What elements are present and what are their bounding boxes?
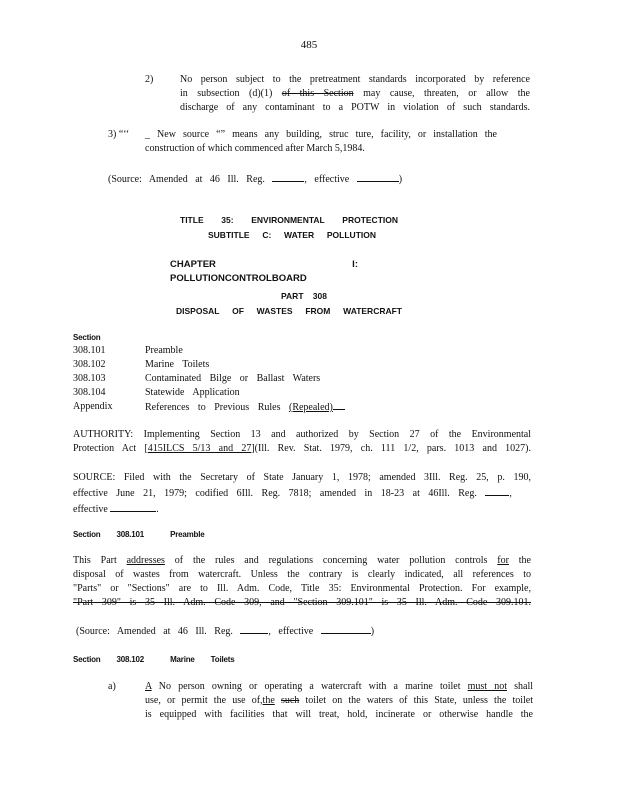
- toc-row-title: [145, 400, 345, 415]
- title-heading: [180, 213, 398, 227]
- section-102-line-2: [145, 694, 533, 708]
- part-name-heading: [176, 304, 402, 318]
- item-3-line-2: construction of which commenced after March 5,1984.: [145, 143, 365, 154]
- chapter-heading: [170, 258, 358, 286]
- section-102-line-1-post: shall: [507, 681, 534, 692]
- source-line-2-text: effective June 21, 1979; codified 6Ill. Reg. 7818; amended in 18-23 at 46Ill. Reg.: [73, 488, 477, 499]
- item-2-line-2-post: may cause, threaten, or allow the: [353, 88, 530, 99]
- blank-line: [272, 171, 304, 182]
- section-101-line-1-post: the: [508, 555, 531, 566]
- source-line-1: SOURCE: Filed with the Secretary of State January 1, 1978; amended 3Ill. Reg. 25, p. 190,: [73, 472, 531, 483]
- title-line: TITLE 35: ENVIRONMENTAL PROTECTION: [180, 215, 398, 225]
- underlined-text: for: [497, 555, 509, 566]
- toc-row-title: Statewide Application: [145, 387, 240, 398]
- source-note-text: (Source: Amended at 46 Ill. Reg.: [76, 626, 233, 637]
- blank-line: [321, 623, 371, 634]
- toc-row: [73, 358, 373, 372]
- item-3-label: 3) “‘‘: [108, 129, 130, 140]
- toc-heading: Section: [73, 333, 101, 342]
- source-line-3-text: effective: [73, 504, 108, 515]
- underlined-text: addresses: [126, 555, 165, 566]
- item-2-line-2-pre: in subsection (d)(1): [180, 88, 282, 99]
- source-effective-label: , effective: [268, 626, 314, 637]
- item-2-line-3: discharge of any contaminant to a POTW in violation of such standards.: [180, 102, 530, 113]
- toc-row-number: 308.103: [73, 373, 106, 384]
- subtitle-line: SUBTITLE C: WATER POLLUTION: [208, 230, 376, 240]
- section-101-line-2: disposal of wastes from watercraft. Unless the contrary is clearly indicated, all references to: [73, 569, 531, 580]
- struck-text: of this Section: [281, 88, 354, 99]
- item-2-label: 2): [145, 74, 154, 85]
- section-number: Section 308.101: [73, 530, 145, 539]
- section-102-line-1: [145, 680, 533, 694]
- toc-row-title: Preamble: [145, 345, 183, 356]
- authority-line-2: [73, 442, 531, 456]
- underlined-text: A: [145, 681, 152, 692]
- source-line-2: [73, 485, 531, 501]
- source-line-3-end: .: [156, 504, 159, 515]
- section-102-line-2-pre: use, or permit the use of,: [145, 695, 263, 706]
- authority-line-2-post: ](Ill. Rev. Stat. 1979, ch. 111 1/2, pars. 1013 and 1027).: [251, 443, 532, 454]
- source-close: ): [398, 174, 403, 185]
- source-paragraph: [73, 471, 531, 517]
- section-101-line-3: "Parts" or "Sections" are to Ill. Adm. Code, Title 35: Environmental Protection. For example,: [73, 583, 531, 594]
- section-102-body: [145, 680, 533, 722]
- subtitle-heading: [208, 228, 376, 242]
- section-101-heading: [73, 528, 205, 542]
- blank-line: [485, 485, 509, 496]
- toc-row: [73, 344, 373, 358]
- toc-row: [73, 372, 373, 386]
- toc-row-title-text: References to Previous Rules: [145, 402, 281, 413]
- toc-row-suffix: (Repealed): [288, 402, 333, 413]
- source-note-text: (Source: Amended at 46 Ill. Reg.: [108, 174, 265, 185]
- source-close: ): [370, 626, 375, 637]
- section-101-line-1: [73, 554, 531, 568]
- underlined-citation: 415ILCS 5/13 and 27: [147, 443, 252, 454]
- item-2-line-1: No person subject to the pretreatment standards incorporated by reference: [180, 74, 530, 85]
- toc-row: [73, 400, 373, 414]
- blank-line: [333, 400, 345, 410]
- item-2-line-2: [180, 87, 530, 101]
- toc-row-title: Contaminated Bilge or Ballast Waters: [145, 373, 321, 384]
- source-note-2: [76, 623, 374, 639]
- underlined-text: the: [262, 695, 275, 706]
- section-102-heading: [73, 653, 234, 667]
- chapter-line: CHAPTER I: POLLUTIONCONTROLBOARD: [170, 259, 358, 284]
- part-line: PART 308: [281, 291, 327, 301]
- toc-row-number: 308.101: [73, 345, 106, 356]
- section-title: Marine Toilets: [170, 655, 235, 664]
- page-number: 485: [300, 39, 318, 51]
- struck-text: such: [280, 695, 300, 706]
- toc-row-number: 308.102: [73, 359, 106, 370]
- item-2-text: [180, 73, 530, 115]
- part-name-line: DISPOSAL OF WASTES FROM WATERCRAFT: [176, 306, 402, 316]
- authority-paragraph: [73, 428, 531, 456]
- underlined-text: must not: [467, 681, 507, 692]
- section-101-line-1-pre: This Part: [73, 555, 127, 566]
- toc-row-title: Marine Toilets: [145, 359, 210, 370]
- blank-line: [240, 623, 268, 634]
- section-number: Section 308.102: [73, 655, 145, 664]
- section-101-line-1-mid: of the rules and regulations concerning water pollution controls: [164, 555, 498, 566]
- section-102-line-2-post: toilet on the waters of this State, unless the toilet: [299, 695, 534, 706]
- toc-row-number: Appendix: [73, 401, 113, 412]
- source-note-1: [108, 171, 402, 187]
- blank-line: [110, 501, 156, 512]
- authority-line-2-pre: Protection Act [: [73, 443, 148, 454]
- item-a-label: a): [108, 681, 116, 692]
- section-101-body: [73, 554, 531, 610]
- source-effective-label: , effective: [304, 174, 350, 185]
- item-3-line-1: _ New source “” means any building, struc ture, facility, or installation the: [145, 129, 497, 140]
- source-line-2-end: ,: [509, 488, 512, 499]
- part-heading: [281, 289, 327, 303]
- section-title: Preamble: [170, 530, 205, 539]
- toc-row-number: 308.104: [73, 387, 106, 398]
- authority-line-1: AUTHORITY: Implementing Section 13 and authorized by Section 27 of the Environmental: [73, 429, 531, 440]
- blank-line: [357, 171, 399, 182]
- source-line-3: [73, 501, 531, 517]
- section-102-line-1-mid: No person owning or operating a watercraft with a marine toilet: [151, 681, 468, 692]
- toc-list: [73, 344, 373, 414]
- toc-row: [73, 386, 373, 400]
- item-3-text: [145, 128, 497, 156]
- section-101-struck-line: "Part 309" is 35 Ill. Adm. Code 309, and "Section 309.101" is 35 Ill. Adm. Code 309.101.: [73, 597, 531, 608]
- section-102-line-3: is equipped with facilities that will treat, hold, incinerate or otherwise handle the: [145, 709, 533, 720]
